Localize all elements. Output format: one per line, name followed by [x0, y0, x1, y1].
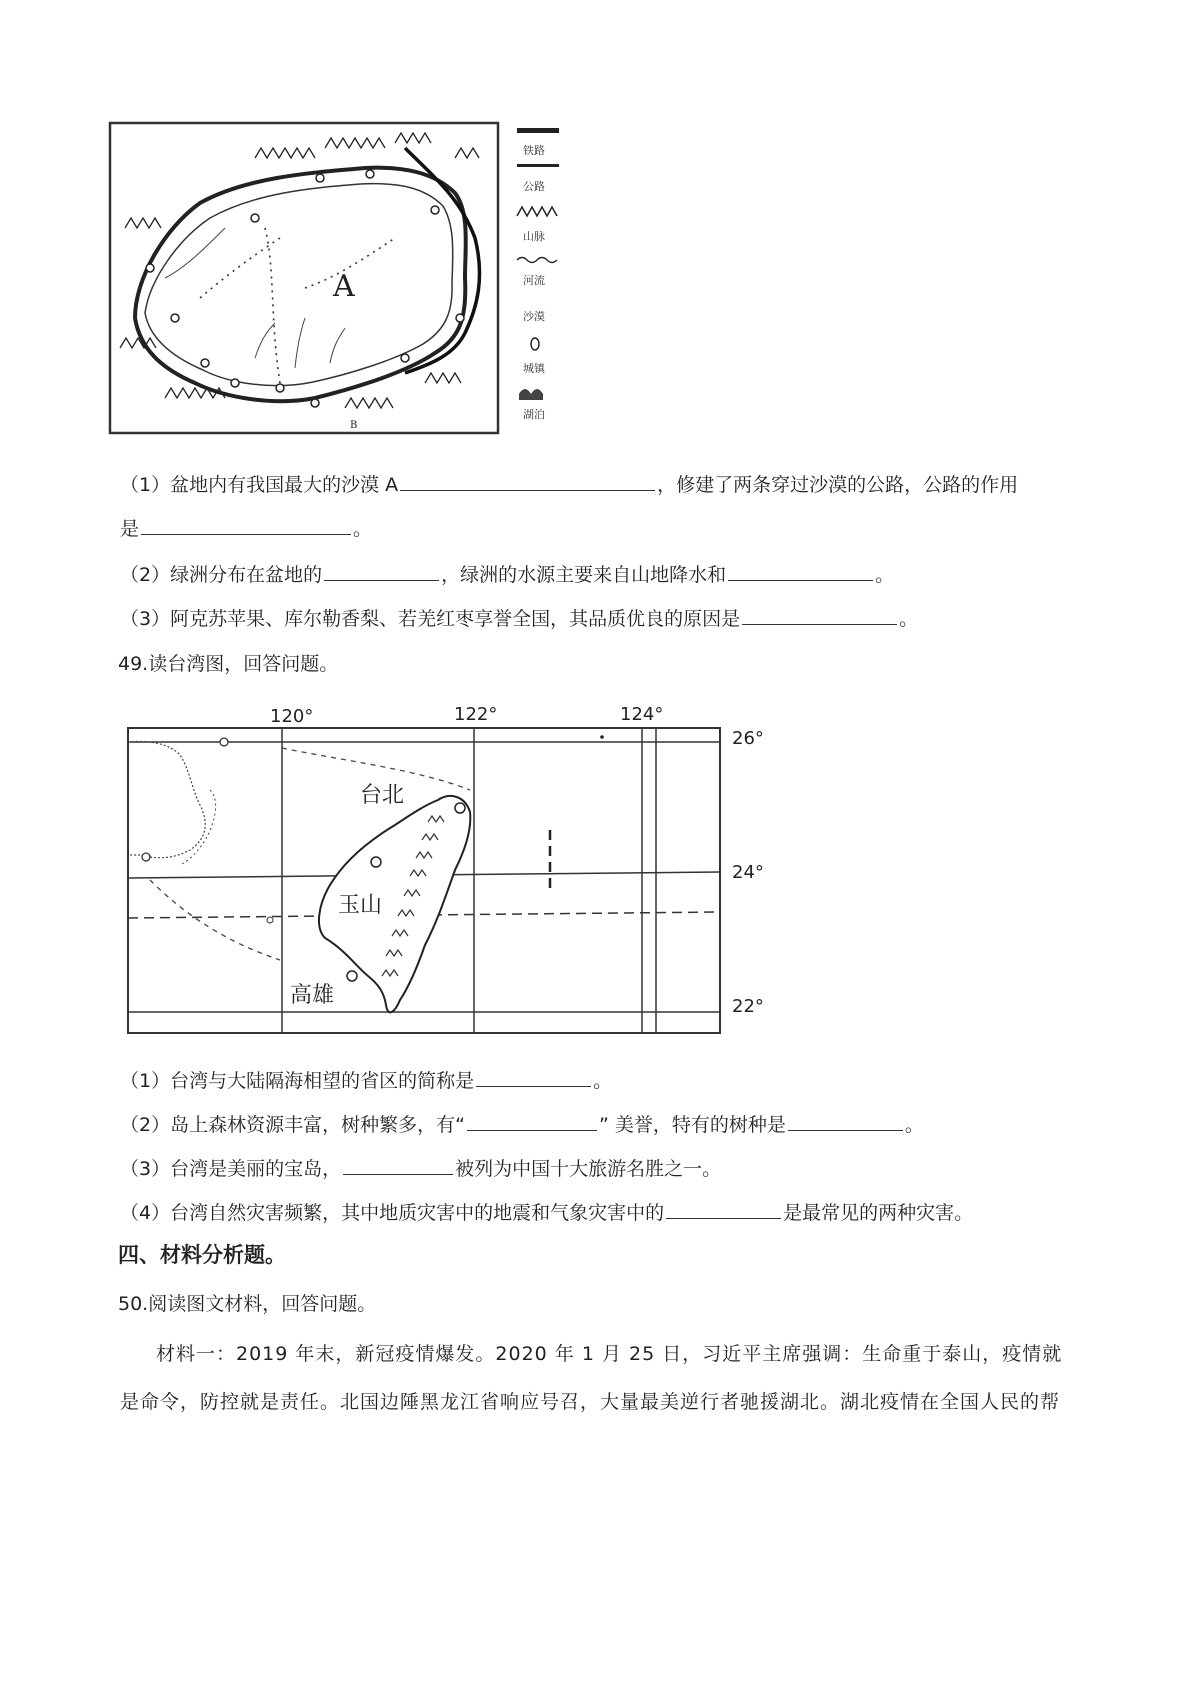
lon-label-122: 122° [454, 704, 498, 725]
question-50-title: 50.阅读图文材料，回答问题。 [118, 1293, 377, 1315]
legend-desert: 沙漠 [523, 310, 545, 323]
q48-item-1-cont: 是 。 [120, 514, 372, 543]
answer-blank[interactable] [343, 1154, 453, 1175]
desert-label-a: A [333, 269, 355, 304]
answer-blank[interactable] [467, 1110, 597, 1131]
lat-label-22: 22° [732, 996, 764, 1017]
legend-river: 河流 [523, 274, 545, 287]
q49-item-3: （3）台湾是美丽的宝岛， 被列为中国十大旅游名胜之一。 [120, 1154, 721, 1183]
q49-item-4: （4）台湾自然灾害频繁，其中地质灾害中的地震和气象灾害中的 是最常见的两种灾害。 [120, 1198, 973, 1227]
answer-blank[interactable] [141, 514, 351, 535]
map-label-b: B [350, 420, 358, 431]
material-1-paragraph: 材料一：2019 年末，新冠疫情爆发。2020 年 1 月 25 日，习近平主席强调：生命重于泰山，疫情就是命令，防控就是责任。北国边陲黑龙江省响应号召，大量最美逆行者驰援湖北。湖北疫情在全国人民的帮 [120, 1343, 1063, 1413]
legend-lake: 湖泊 [523, 408, 545, 421]
legend-railway: 铁路 [523, 144, 545, 157]
lat-label-24: 24° [732, 862, 764, 883]
place-kaohsiung: 高雄 [290, 983, 335, 1008]
q49-item-1: （1）台湾与大陆隔海相望的省区的简称是 。 [120, 1066, 612, 1095]
legend-town: 城镇 [523, 362, 545, 375]
lon-label-124: 124° [620, 704, 664, 725]
q48-item-3: （3）阿克苏苹果、库尔勒香梨、若羌红枣享誉全国，其品质优良的原因是 。 [120, 604, 918, 633]
place-taipei: 台北 [360, 783, 405, 808]
lon-label-120: 120° [270, 706, 314, 727]
taiwan-map [120, 700, 800, 1040]
answer-blank[interactable] [324, 560, 439, 581]
q48-item-1: （1）盆地内有我国最大的沙漠 A ，修建了两条穿过沙漠的公路，公路的作用 [120, 470, 1018, 499]
q48-item-2: （2）绿洲分布在盆地的 ，绿洲的水源主要来自山地降水和 。 [120, 560, 894, 589]
answer-blank[interactable] [476, 1066, 591, 1087]
map-legend [517, 128, 559, 421]
tarim-basin-map [105, 118, 605, 438]
lat-label-26: 26° [732, 728, 764, 749]
q49-item-2: （2）岛上森林资源丰富，树种繁多，有“ ” 美誉，特有的树种是 。 [120, 1110, 924, 1139]
place-yushan: 玉山 [338, 893, 383, 918]
legend-mountain: 山脉 [523, 230, 545, 243]
answer-blank[interactable] [728, 560, 873, 581]
answer-blank[interactable] [400, 470, 655, 491]
answer-blank[interactable] [742, 604, 897, 625]
answer-blank[interactable] [788, 1110, 903, 1131]
section-4-heading: 四、材料分析题。 [118, 1243, 286, 1267]
legend-road: 公路 [523, 180, 545, 193]
answer-blank[interactable] [666, 1198, 781, 1219]
question-49-title: 49.读台湾图，回答问题。 [118, 653, 339, 675]
